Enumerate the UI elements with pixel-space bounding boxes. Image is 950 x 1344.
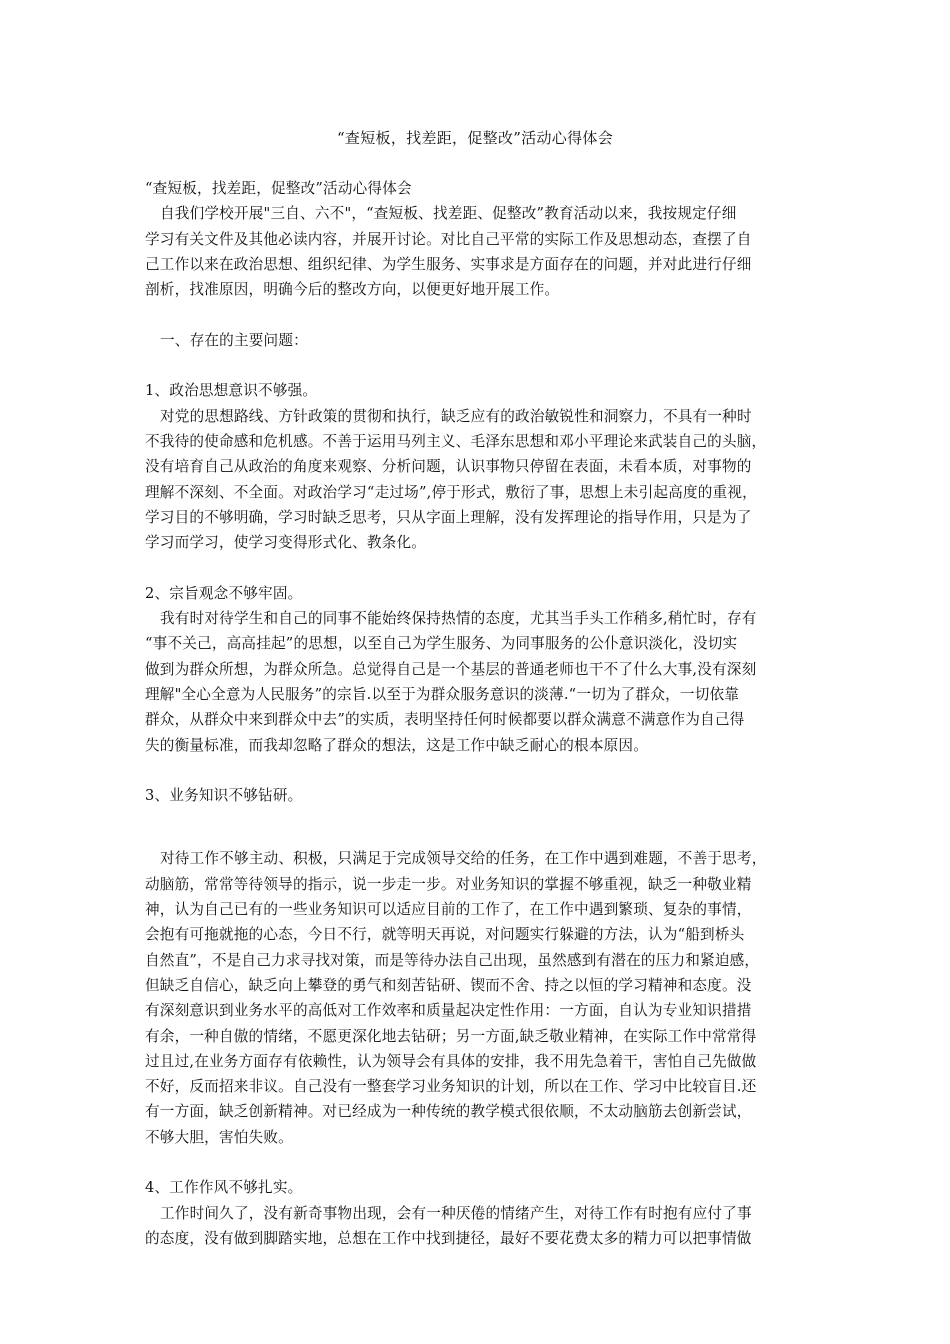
paragraph-line: 自然直”，不是自己力求寻找对策，而是等待办法自己出现，虽然感到有潜在的压力和紧迫感，	[145, 951, 760, 969]
paragraph-line: 神，认为自己已有的一些业务知识可以适应目前的工作了，在工作中遇到繁琐、复杂的事情，	[145, 901, 752, 919]
paragraph-line: 我有时对待学生和自己的同事不能始终保持热情的态度，尤其当手头工作稍多,稍忙时，存有	[160, 610, 757, 628]
paragraph-line: 学习有关文件及其他必读内容，并展开讨论。对比自己平常的实际工作及思想动态，查摆了自	[145, 230, 752, 248]
paragraph-line: 的态度，没有做到脚踏实地，总想在工作中找到捷径，最好不要花费太多的精力可以把事情做	[145, 1229, 752, 1247]
paragraph-line: 剖析，找准原因，明确今后的整改方向，以便更好地开展工作。	[145, 281, 560, 299]
document-title: “查短板，找差距，促整改”活动心得体会	[336, 129, 614, 147]
paragraph-line: 不好，反而招来非议。自己没有一整套学习业务知识的计划，所以在工作、学习中比较盲目.还	[145, 1078, 757, 1096]
paragraph-line: 没有培育自己从政治的角度来观察、分析问题，认识事物只停留在表面，未看本质，对事物的	[145, 458, 752, 476]
paragraph-line: 群众，从群众中来到群众中去”的实质，表明坚持任何时候都要以群众满意不满意作为自己得	[145, 711, 745, 729]
paragraph-line: 失的衡量标准，而我却忽略了群众的想法，这是工作中缺乏耐心的根本原因。	[145, 736, 648, 754]
paragraph-line: 工作时间久了，没有新奇事物出现，会有一种厌倦的情绪产生，对待工作有时抱有应付了事	[160, 1204, 752, 1222]
paragraph-line: 2、宗旨观念不够牢固。	[145, 584, 303, 602]
paragraph-line: 对待工作不够主动、积极，只满足于完成领导交给的任务，在工作中遇到难题，不善于思考，	[160, 850, 767, 868]
paragraph-line: 会抱有可拖就拖的心态，今日不行，就等明天再说，对问题实行躲避的方法，认为“船到桥头	[145, 926, 745, 944]
paragraph-line: 1、政治思想意识不够强。	[145, 382, 318, 400]
paragraph-line: 动脑筋，常常等待领导的指示，说一步走一步。对业务知识的掌握不够重视，缺乏一种敬业精	[145, 875, 752, 893]
paragraph-line: 做到为群众所想，为群众所急。总觉得自己是一个基层的普通老师也干不了什么大事,没有深刻	[145, 660, 757, 678]
blank-line	[145, 353, 825, 378]
paragraph-line: 理解"全心全意为人民服务”的宗旨.以至于为群众服务意识的淡薄.“一切为了群众，一切依靠	[145, 685, 740, 703]
paragraph-line: “事不关己，高高挂起”的思想，以至自己为学生服务、为同事服务的公仆意识淡化，没切实	[145, 635, 738, 653]
paragraph-line: 学习而学习，使学习变得形式化、教条化。	[145, 534, 427, 552]
blank-line	[145, 758, 825, 783]
blank-line	[145, 555, 825, 580]
paragraph-line: 自我们学校开展"三自、六不"，“查短板、找差距、促整改”教育活动以来，我按规定仔细	[160, 205, 737, 223]
blank-line	[145, 302, 825, 327]
blank-line	[145, 1150, 825, 1175]
paragraph-line: 学习目的不够明确，学习时缺乏思考，只从字面上理解，没有发挥理论的指导作用，只是为了	[145, 508, 752, 526]
paragraph-line: “查短板，找差距，促整改”活动心得体会	[145, 180, 412, 197]
paragraph-line: 有一方面，缺乏创新精神。对已经成为一种传统的教学模式很依顺，不太动脑筋去创新尝试，	[145, 1103, 752, 1121]
paragraph-line: 不够大胆，害怕失败。	[145, 1128, 293, 1146]
paragraph-line: 一、存在的主要问题：	[160, 331, 308, 349]
paragraph-line: 4、工作作风不够扎实。	[145, 1179, 303, 1197]
paragraph-line: 3、业务知识不够钻研。	[145, 787, 303, 805]
paragraph-line: 过且过,在业务方面存有依赖性，认为领导会有具体的安排，我不用先急着干，害怕自己先做做	[145, 1052, 757, 1070]
paragraph-line: 有余，一种自傲的情绪，不愿更深化地去钻研；另一方面,缺乏敬业精神，在实际工作中常常得	[145, 1027, 757, 1045]
paragraph-line: 有深刻意识到业务水平的高低对工作效率和质量起决定性作用：一方面，自认为专业知识措措	[145, 1002, 752, 1020]
blank-line	[145, 808, 825, 846]
paragraph-line: 但缺乏自信心，缺乏向上攀登的勇气和刻苦钻研、锲而不舍、持之以恒的学习精神和态度。没	[145, 976, 752, 994]
paragraph-line: 理解不深刻、不全面。对政治学习“走过场”,停于形式，敷衍了事，思想上未引起高度的重视，	[145, 483, 757, 501]
paragraph-line: 不我待的使命感和危机感。不善于运用马列主义、毛泽东思想和邓小平理论来武装自己的头脑，	[145, 432, 767, 450]
paragraph-line: 对党的思想路线、方针政策的贯彻和执行，缺乏应有的政治敏锐性和洞察力，不具有一种时	[160, 407, 752, 425]
paragraph-line: 己工作以来在政治思想、组织纪律、为学生服务、实事求是方面存在的问题，并对此进行仔细	[145, 255, 752, 273]
document-body	[145, 176, 825, 1251]
